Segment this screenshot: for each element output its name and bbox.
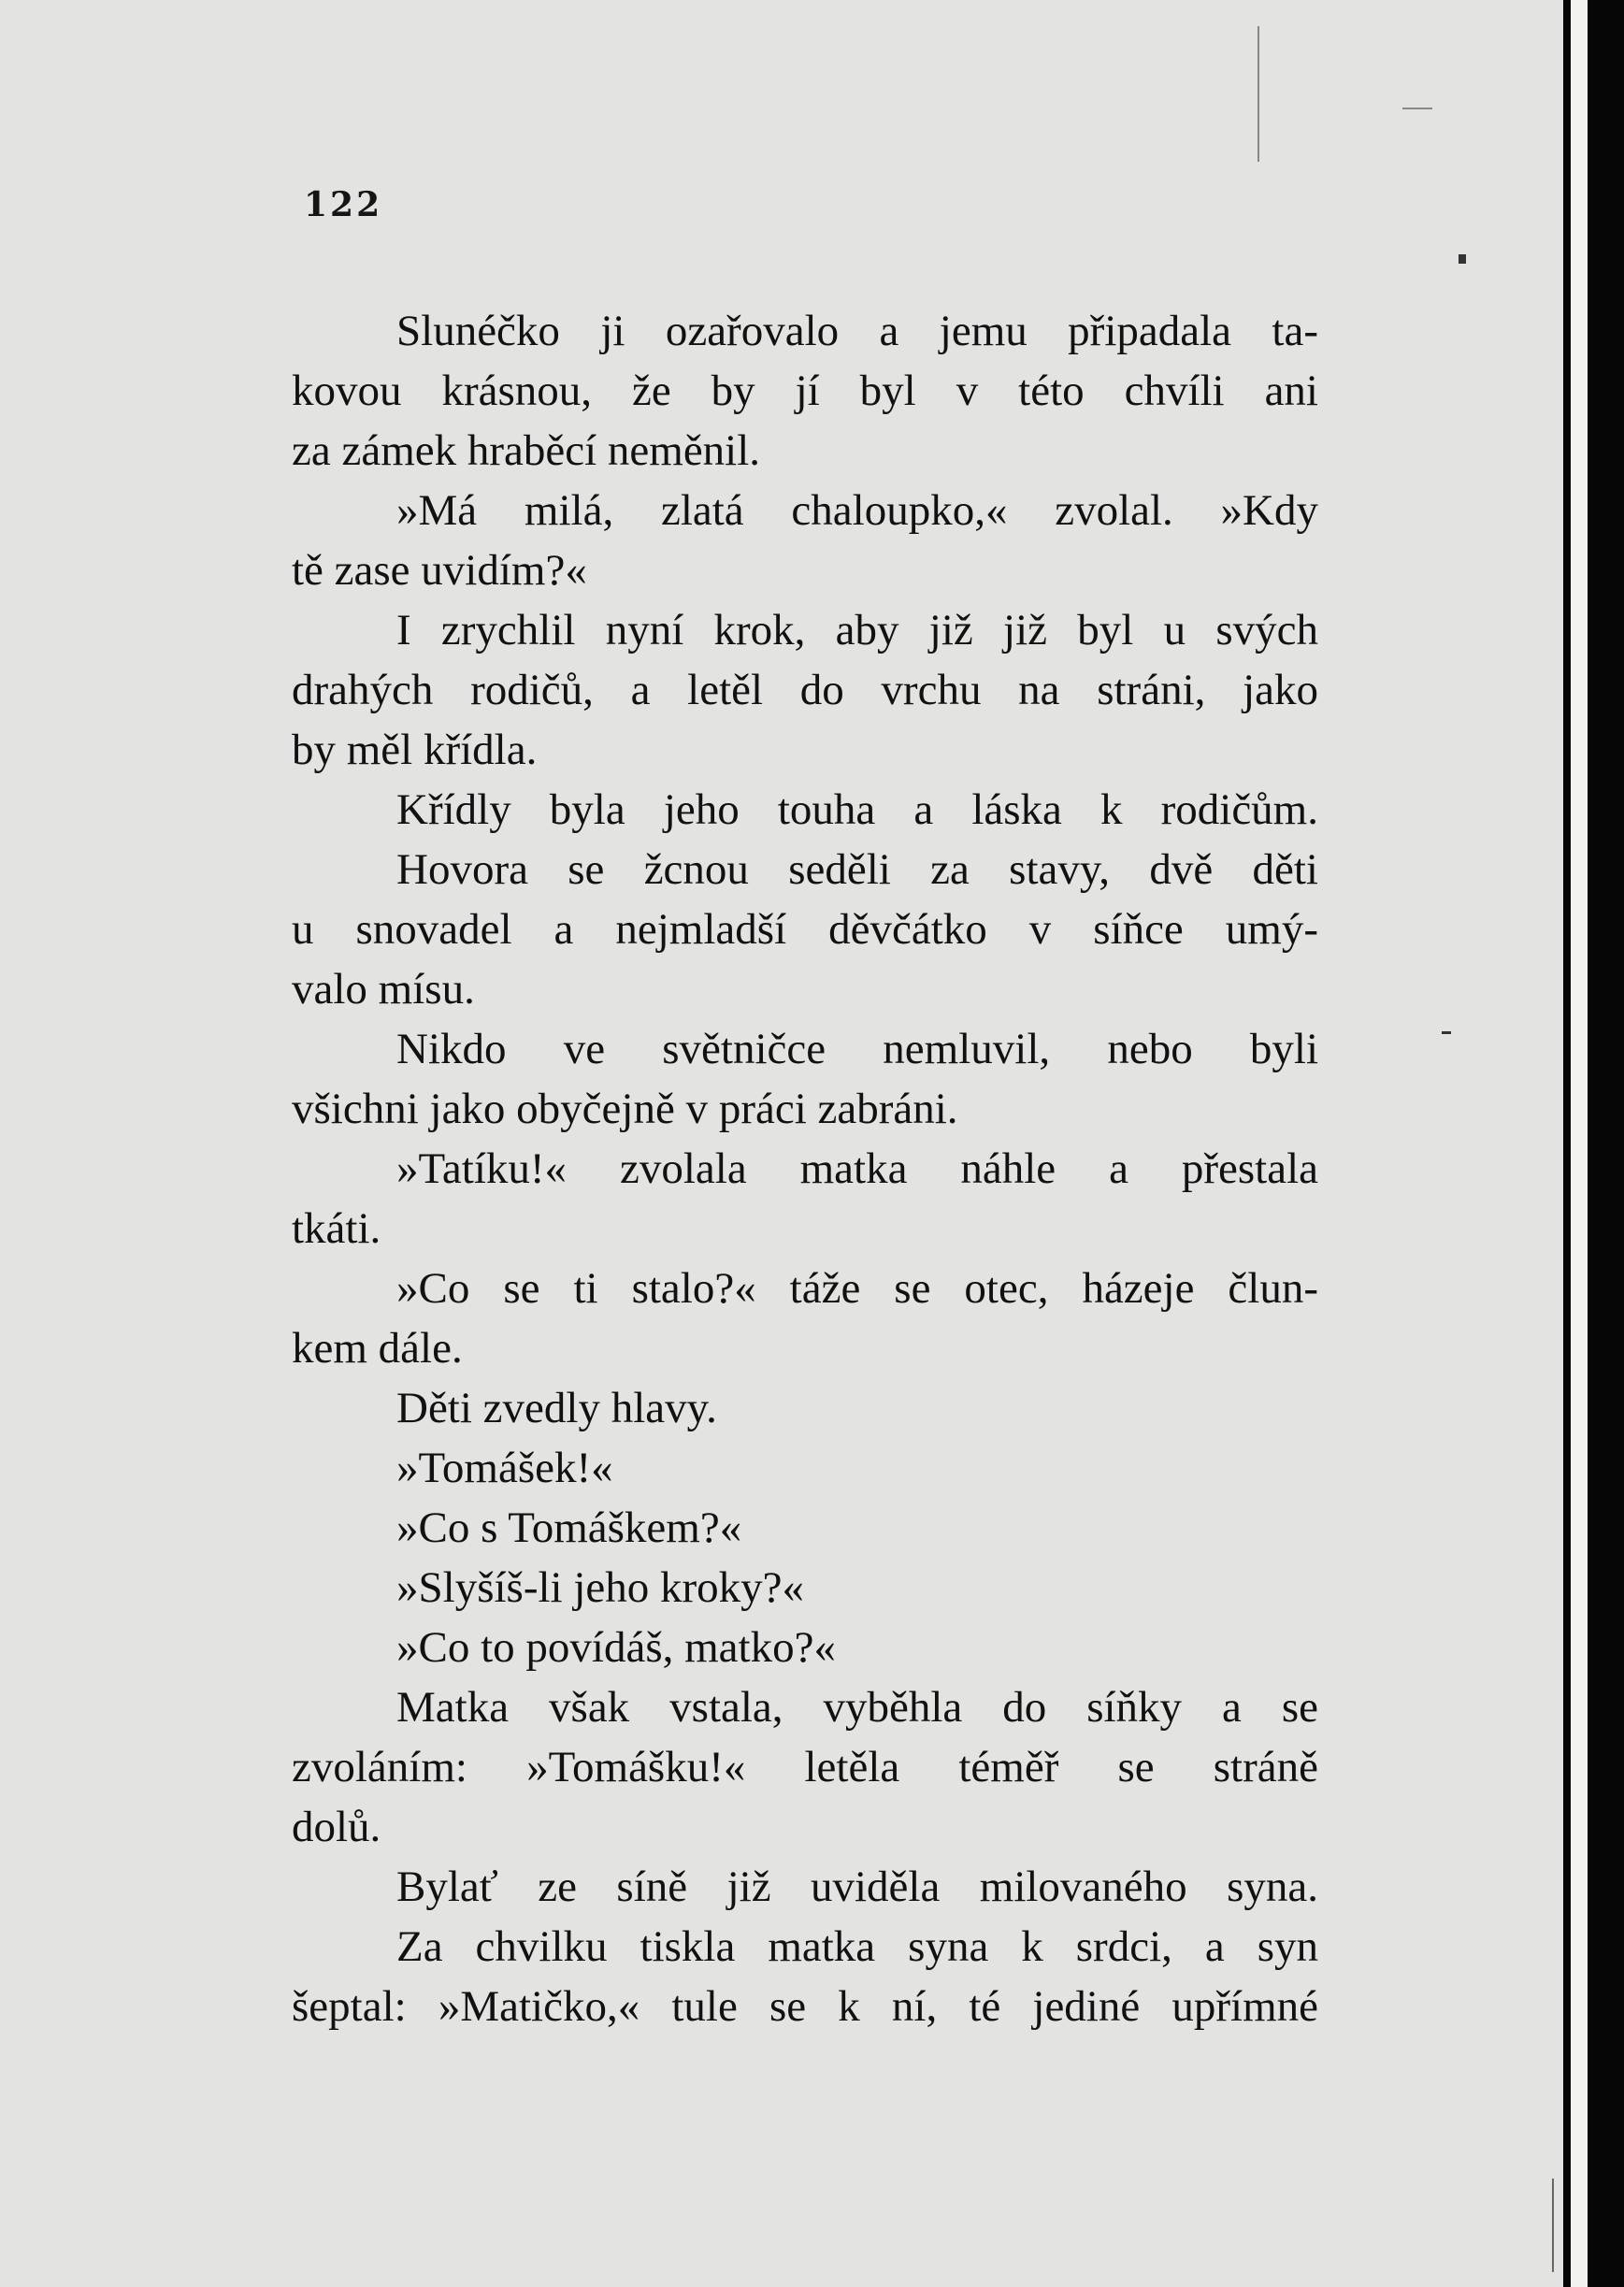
text-line: kovou krásnou, že by jí byl v této chvíli ani — [292, 367, 1318, 415]
text-line: zvoláním: »Tomášku!« letěla téměř se stráně — [292, 1743, 1318, 1791]
text-line: »Co s Tomáškem?« — [396, 1503, 742, 1552]
text-line: drahých rodičů, a letěl do vrchu na stráni, jako — [292, 666, 1318, 714]
text-line: Bylať ze síně již uviděla milovaného syna. — [396, 1863, 1318, 1911]
text-line: za zámek hraběcí neměnil. — [292, 426, 761, 475]
text-line: tě zase uvidím?« — [292, 546, 587, 595]
text-line: Děti zvedly hlavy. — [396, 1384, 717, 1432]
text-line: valo mísu. — [292, 965, 475, 1014]
scan-mark — [1552, 2179, 1554, 2272]
scan-mark — [1459, 254, 1466, 264]
text-line: dolů. — [292, 1803, 381, 1851]
page-number: 122 — [304, 185, 383, 224]
scan-edge-strip — [1571, 0, 1588, 2287]
text-line: I zrychlil nyní krok, aby již již byl u svých — [396, 606, 1318, 654]
text-line: »Co to povídáš, matko?« — [396, 1623, 836, 1672]
text-line: kem dále. — [292, 1324, 463, 1373]
text-line: Nikdo ve světničce nemluvil, nebo byli — [396, 1025, 1318, 1073]
page-text — [292, 301, 1318, 2036]
text-line: u snovadel a nejmladší děvčátko v síňce umý- — [292, 905, 1318, 954]
text-line: Hovora se žcnou seděli za stavy, dvě děti — [396, 845, 1318, 894]
text-line: tkáti. — [292, 1204, 381, 1253]
text-line: Slunéčko ji ozařovalo a jemu připadala ta- — [396, 307, 1318, 355]
text-line: by měl křídla. — [292, 726, 538, 774]
scan-mark — [1402, 108, 1432, 109]
text-line: »Má milá, zlatá chaloupko,« zvolal. »Kdy — [396, 486, 1318, 535]
text-line: »Co se ti stalo?« táže se otec, házeje člun- — [396, 1264, 1318, 1313]
text-line: šeptal: »Matičko,« tule se k ní, té jediné upřímné — [292, 1982, 1318, 2031]
text-line: »Slyšíš-li jeho kroky?« — [396, 1563, 805, 1612]
text-line: Matka však vstala, vyběhla do síňky a se — [396, 1683, 1318, 1732]
text-line: »Tatíku!« zvolala matka náhle a přestala — [396, 1144, 1318, 1193]
text-line: Křídly byla jeho touha a láska k rodičům. — [396, 785, 1318, 834]
scan-mark — [1442, 1031, 1451, 1034]
text-line: všichni jako obyčejně v práci zabráni. — [292, 1085, 958, 1133]
scan-mark — [1258, 26, 1259, 162]
text-line: Za chvilku tiskla matka syna k srdci, a syn — [396, 1922, 1318, 1971]
text-line: »Tomášek!« — [396, 1444, 613, 1492]
